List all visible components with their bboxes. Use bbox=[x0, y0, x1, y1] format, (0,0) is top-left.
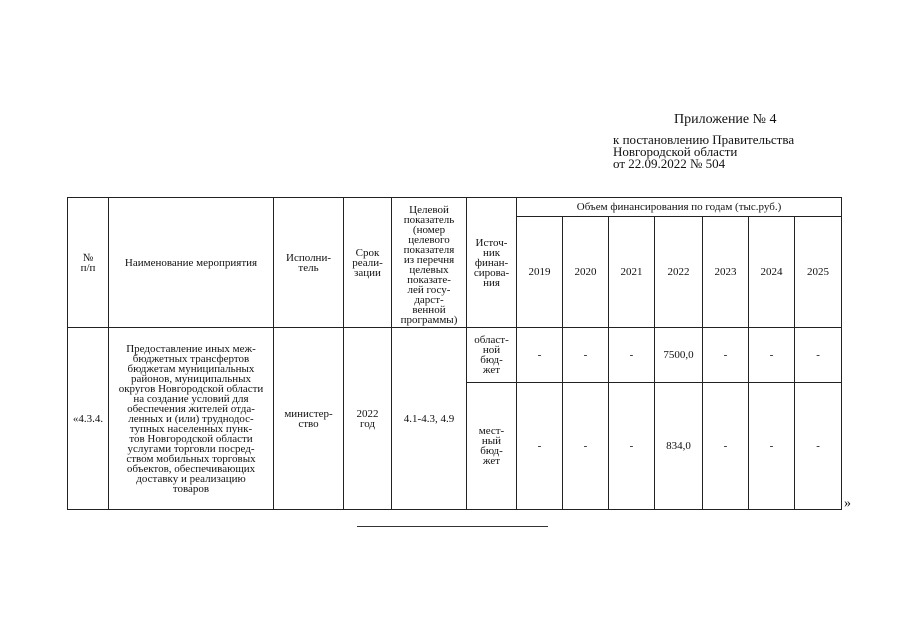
funding-cell: - bbox=[795, 382, 842, 509]
col-header-source: Источ- ник финан- сирова- ния bbox=[467, 198, 517, 328]
funding-table bbox=[67, 197, 842, 510]
col-header-year: 2025 bbox=[795, 217, 842, 328]
appendix-title: Приложение № 4 bbox=[674, 112, 777, 127]
col-header-indicator: Целевой показатель (номер целевого показателя из перечня целевых показате- лей госу- дарст- венной программы) bbox=[392, 198, 467, 328]
funding-cell: 834,0 bbox=[655, 382, 703, 509]
col-header-year: 2020 bbox=[563, 217, 609, 328]
footer-divider bbox=[357, 526, 548, 527]
table-row bbox=[68, 328, 842, 382]
subtitle-line: от 22.09.2022 № 504 bbox=[613, 156, 726, 171]
funding-cell: - bbox=[609, 328, 655, 382]
col-header-num: № п/п bbox=[68, 198, 109, 328]
funding-cell: - bbox=[563, 328, 609, 382]
funding-cell: - bbox=[563, 382, 609, 509]
col-header-year: 2019 bbox=[517, 217, 563, 328]
funding-cell: - bbox=[703, 382, 749, 509]
appendix-subtitle bbox=[613, 134, 794, 170]
row-executor: министер- ство bbox=[274, 328, 344, 510]
funding-cell: - bbox=[517, 328, 563, 382]
funding-cell: - bbox=[703, 328, 749, 382]
col-header-funding-group: Объем финансирования по годам (тыс.руб.) bbox=[517, 198, 842, 217]
col-header-year: 2023 bbox=[703, 217, 749, 328]
col-header-term: Срок реали- зации bbox=[344, 198, 392, 328]
funding-cell: - bbox=[749, 328, 795, 382]
subtitle-line: Новгородской области bbox=[613, 144, 738, 159]
col-header-year: 2024 bbox=[749, 217, 795, 328]
col-header-year: 2022 bbox=[655, 217, 703, 328]
col-header-executor: Исполни- тель bbox=[274, 198, 344, 328]
row-indicator: 4.1-4.3, 4.9 bbox=[392, 328, 467, 510]
subtitle-line: к постановлению Правительства bbox=[613, 132, 795, 147]
funding-cell: - bbox=[517, 382, 563, 509]
funding-cell: 7500,0 bbox=[655, 328, 703, 382]
row-term: 2022 год bbox=[344, 328, 392, 510]
row-source: мест- ный бюд- жет bbox=[467, 382, 517, 509]
col-header-year: 2021 bbox=[609, 217, 655, 328]
row-name: Предоставление иных меж- бюджетных трансфертов бюджетам муниципальных районов, муниципальных округов Новгородской области на создание условий для обеспечения жителей отда- ленных и (или) труднодос- тупных населенных пунк- тов Новгородской области услугами торговли посред- ством мобильных торговых объектов, обеспечивающих доставку и реализацию товаров bbox=[109, 328, 274, 510]
col-header-name: Наименование мероприятия bbox=[109, 198, 274, 328]
row-source: област- ной бюд- жет bbox=[467, 328, 517, 382]
row-num: «4.3.4. bbox=[68, 328, 109, 510]
funding-cell: - bbox=[749, 382, 795, 509]
closing-quote: » bbox=[844, 496, 851, 511]
funding-cell: - bbox=[795, 328, 842, 382]
funding-cell: - bbox=[609, 382, 655, 509]
